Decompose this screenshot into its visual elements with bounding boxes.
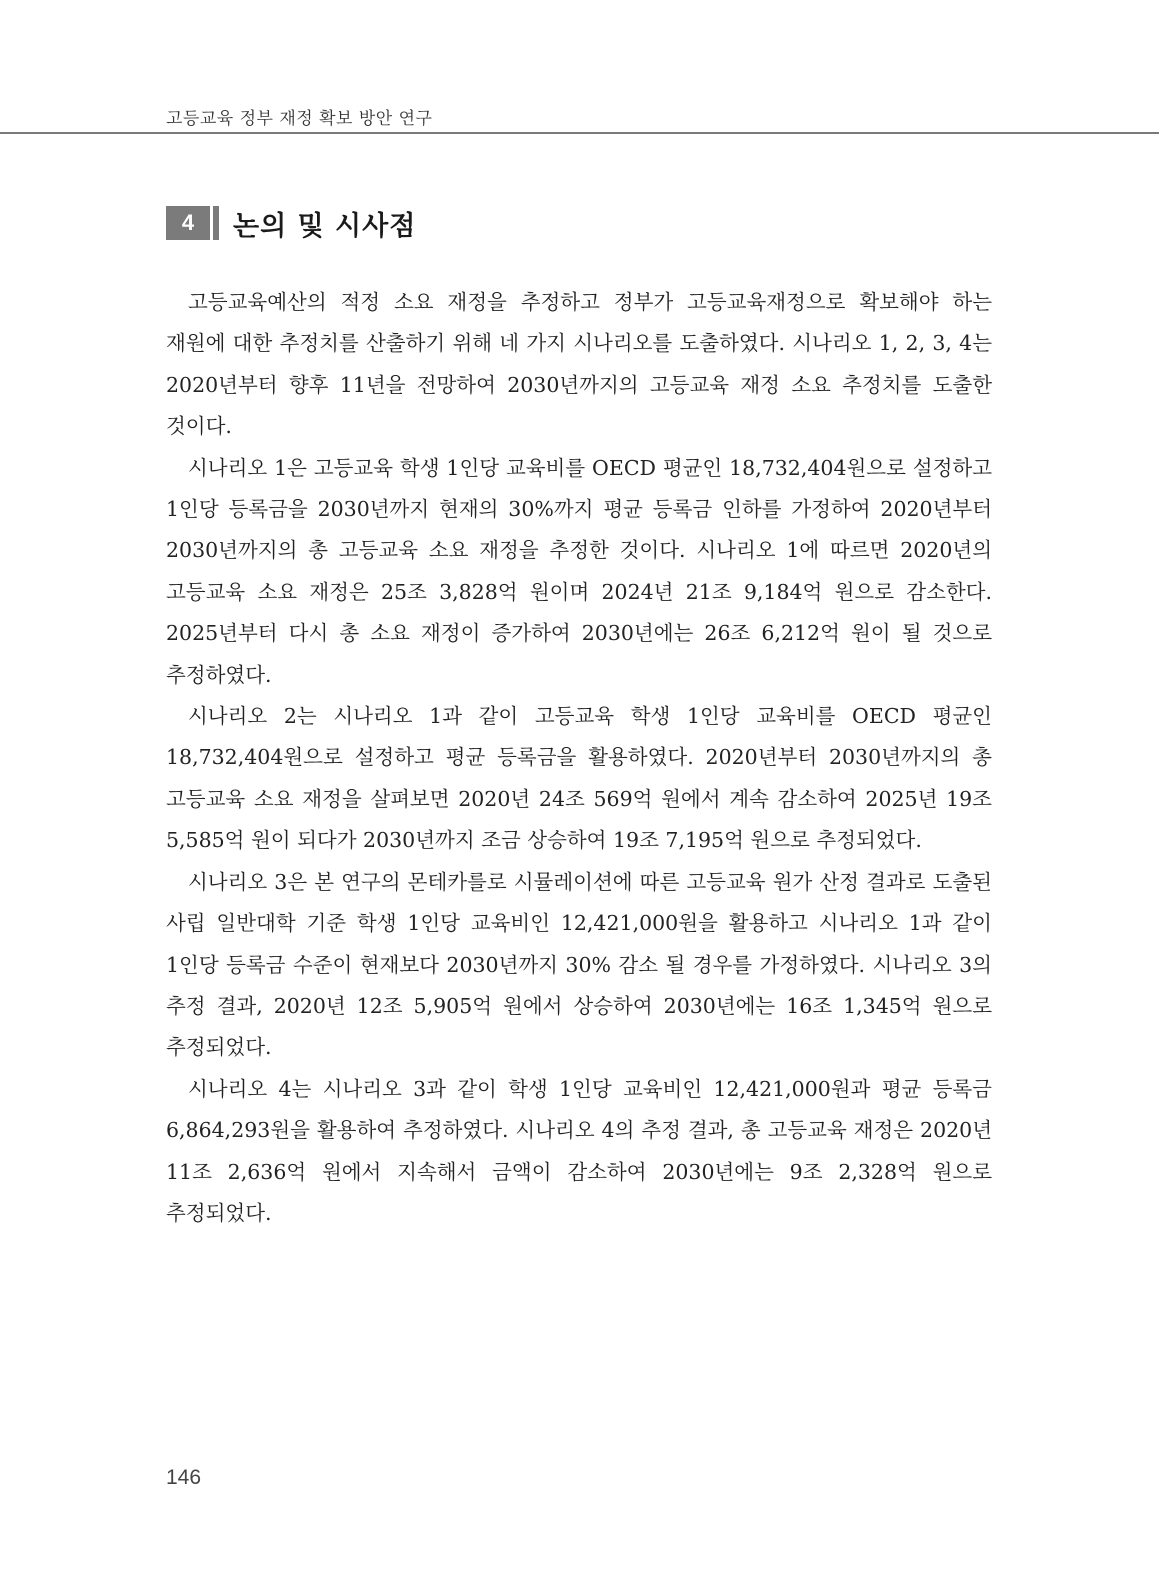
- paragraph-overview: 고등교육예산의 적정 소요 재정을 추정하고 정부가 고등교육재정으로 확보해야 하는 재원에 대한 추정치를 산출하기 위해 네 가지 시나리오를 도출하였다. 시나리오 1, 2, 3, 4는 2020년부터 향후 11년을 전망하여 2030년까지의 고등교육 재정 소요 추정치를 도출한 것이다.: [166, 290, 992, 439]
- section-number-badge: 4: [166, 206, 210, 240]
- paragraph-scenario-1: 시나리오 1은 고등교육 학생 1인당 교육비를 OECD 평균인 18,732,404원으로 설정하고 1인당 등록금을 2030년까지 현재의 30%까지 평균 등록금 인하를 가정하여 2020년부터 2030년까지의 총 고등교육 소요 재정을 추정한 것이다. 시나리오 1에 따르면 2020년의 고등교육 소요 재정은 25조 3,828억 원이며 2024년 21조 9,184억 원으로 감소한다. 2025년부터 다시 총 소요 재정이 증가하여 2030년에는 26조 6,212억 원이 될 것으로 추정하였다.: [166, 455, 992, 687]
- body-text: [166, 282, 992, 1234]
- paragraph-scenario-2: 시나리오 2는 시나리오 1과 같이 고등교육 학생 1인당 교육비를 OECD 평균인 18,732,404원으로 설정하고 평균 등록금을 활용하였다. 2020년부터 2030년까지의 총 고등교육 소요 재정을 살펴보면 2020년 24조 569억 원에서 계속 감소하여 2025년 19조 5,585억 원이 되다가 2030년까지 조금 상승하여 19조 7,195억 원으로 추정되었다.: [166, 704, 992, 853]
- running-header: 고등교육 정부 재정 확보 방안 연구: [166, 109, 433, 129]
- section-heading: [166, 204, 416, 242]
- paragraph-scenario-3: 시나리오 3은 본 연구의 몬테카를로 시뮬레이션에 따른 고등교육 원가 산정 결과로 도출된 사립 일반대학 기준 학생 1인당 교육비인 12,421,000원을 활용하고 시나리오 1과 같이 1인당 등록금 수준이 현재보다 2030년까지 30% 감소 될 경우를 가정하였다. 시나리오 3의 추정 결과, 2020년 12조 5,905억 원에서 상승하여 2030년에는 16조 1,345억 원으로 추정되었다.: [166, 869, 992, 1060]
- section-bar-decoration: [213, 206, 219, 240]
- paragraph-scenario-4: 시나리오 4는 시나리오 3과 같이 학생 1인당 교육비인 12,421,000원과 평균 등록금 6,864,293원을 활용하여 추정하였다. 시나리오 4의 추정 결과, 총 고등교육 재정은 2020년 11조 2,636억 원에서 지속해서 금액이 감소하여 2030년에는 9조 2,328억 원으로 추정되었다.: [166, 1076, 992, 1225]
- header-divider: [0, 132, 1159, 134]
- section-title: 논의 및 시사점: [233, 210, 417, 242]
- page-number: 146: [166, 1466, 202, 1489]
